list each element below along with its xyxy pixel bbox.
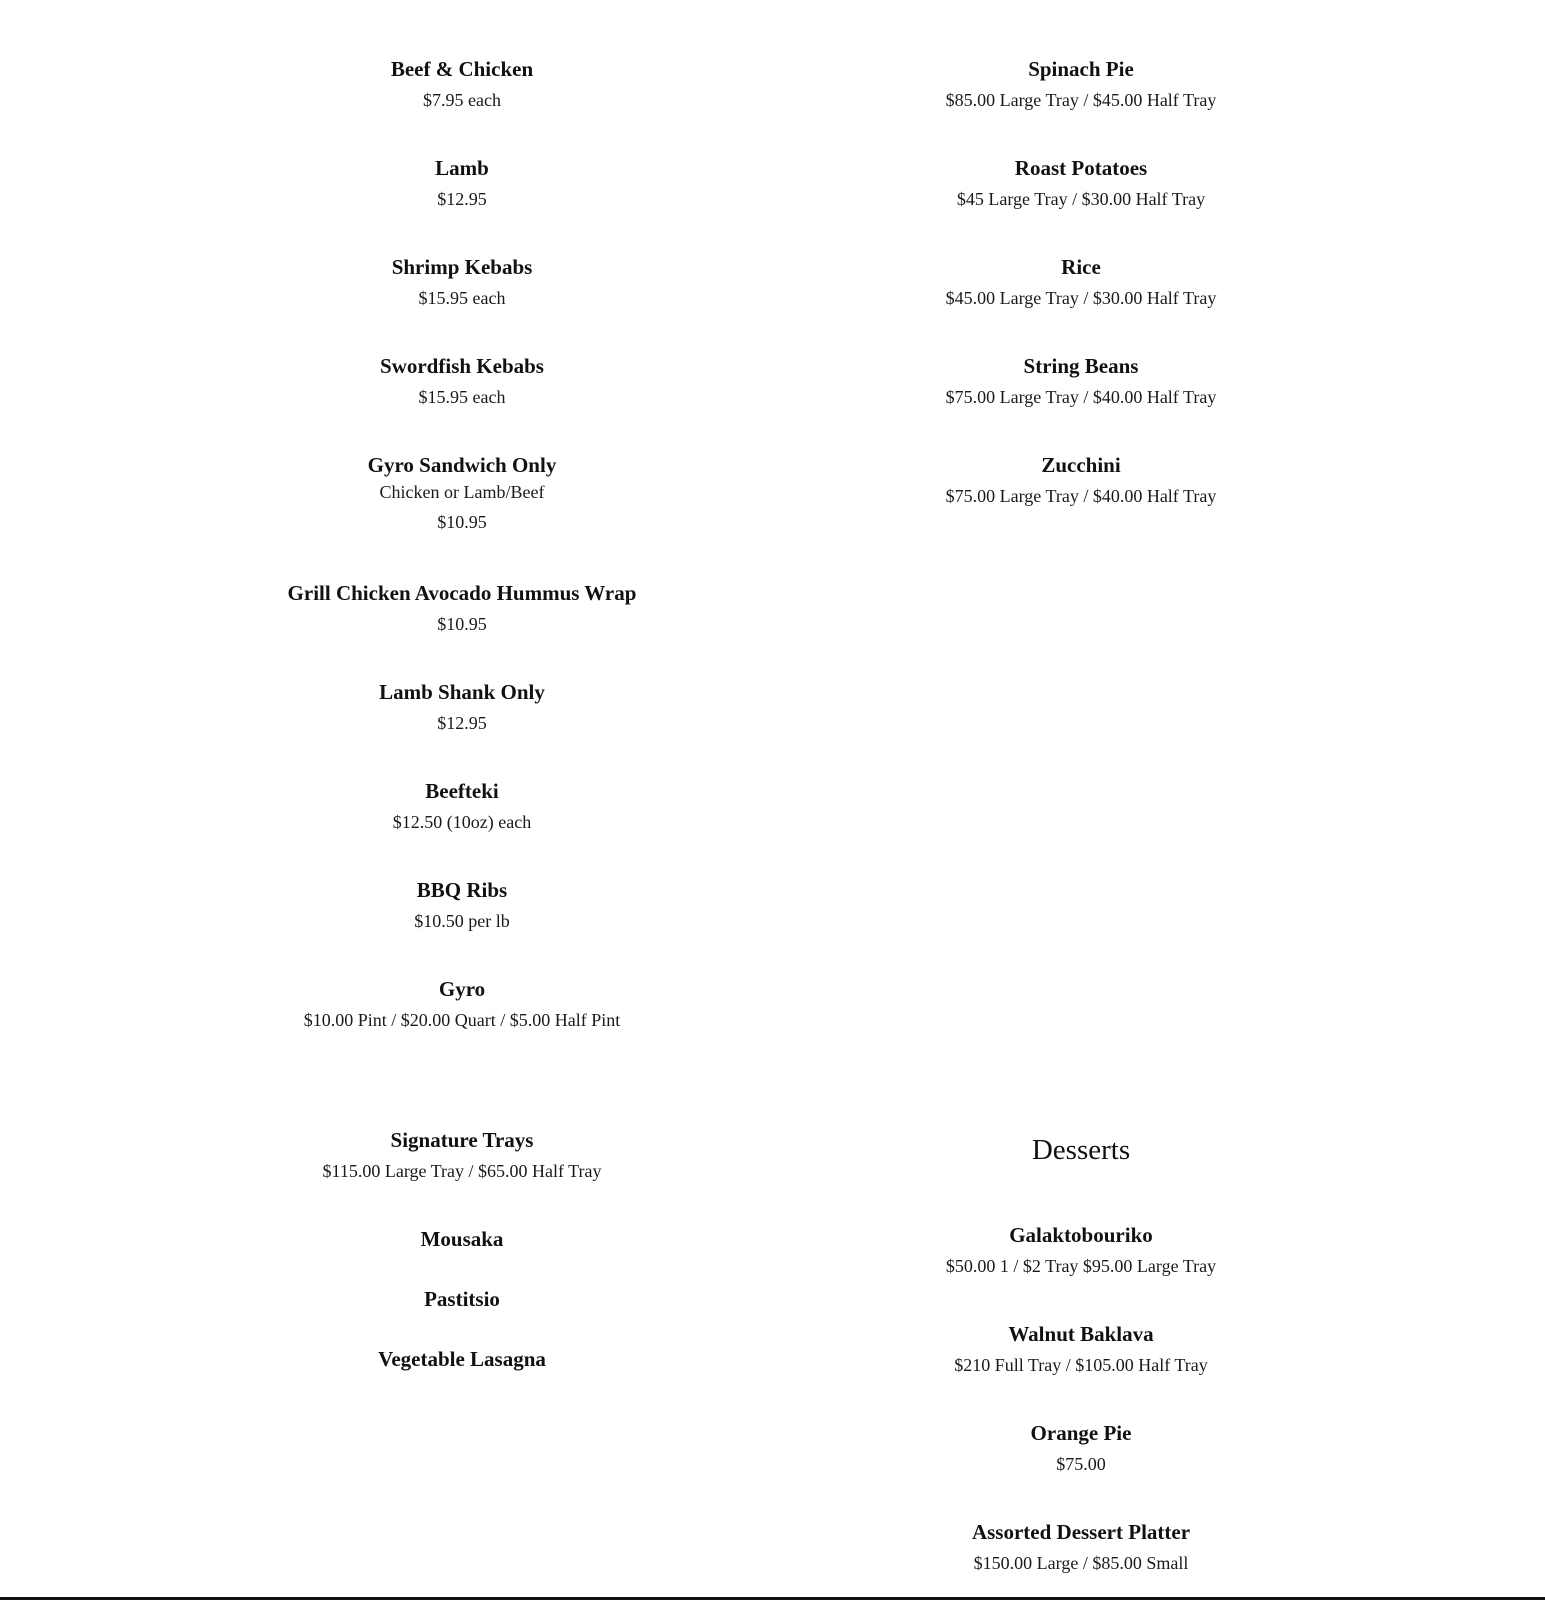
menu-item-name: Gyro Sandwich Only [367,453,557,477]
menu-item-name: Gyro [438,977,486,1001]
menu-item [112,580,812,636]
menu-item-price: $7.95 each [423,90,501,110]
menu-item [112,452,812,534]
menu-item-description: Chicken or Lamb/Beef [379,482,545,502]
menu-item-price: $45 Large Tray / $30.00 Half Tray [956,189,1206,209]
menu-item-price: $150.00 Large / $85.00 Small [973,1553,1189,1573]
menu-item [112,778,812,834]
menu-item [112,56,812,112]
menu-item-name: Rice [1061,255,1101,279]
menu-item-name: Lamb Shank Only [379,680,545,704]
menu-item-price: $85.00 Large Tray / $45.00 Half Tray [945,90,1217,110]
menu-item-name: Vegetable Lasagna [378,1347,546,1371]
menu-item-name: Mousaka [420,1227,504,1251]
menu-item-price: $15.95 each [418,288,506,308]
menu-item-name: Orange Pie [1030,1421,1132,1445]
menu-item-price: $210 Full Tray / $105.00 Half Tray [954,1355,1208,1375]
menu-item-price: $10.00 Pint / $20.00 Quart / $5.00 Half Pint [303,1010,621,1030]
menu-item-name: Zucchini [1041,453,1121,477]
menu-item-price: $10.50 per lb [414,911,510,931]
menu-item-name: Beef & Chicken [390,57,534,81]
menu-item-name: String Beans [1023,354,1139,378]
menu-item-price: $75.00 Large Tray / $40.00 Half Tray [945,486,1217,506]
menu-item-name: Spinach Pie [1028,57,1134,81]
menu-item-price: $10.95 [437,512,487,532]
menu-item-name: Lamb [435,156,489,180]
menu-item-price: $15.95 each [418,387,506,407]
menu-item [731,155,1431,211]
menu-item [112,976,812,1032]
menu-item [112,1127,812,1183]
menu-item [731,1321,1431,1377]
menu-item [731,1420,1431,1476]
menu-item-price: $75.00 Large Tray / $40.00 Half Tray [945,387,1217,407]
menu-item [731,254,1431,310]
menu-item [112,679,812,735]
menu-item [112,1226,812,1252]
menu-item-name: Shrimp Kebabs [391,255,533,279]
menu-item-name: Signature Trays [390,1128,534,1152]
menu-item [112,353,812,409]
menu-item-price: $45.00 Large Tray / $30.00 Half Tray [945,288,1217,308]
menu-item [731,56,1431,112]
menu-item [112,1286,812,1312]
menu-item-name: Pastitsio [424,1287,500,1311]
menu-item-name: Swordfish Kebabs [380,354,544,378]
menu-item [731,353,1431,409]
menu-item-price: $10.95 [437,614,487,634]
menu-item [731,1222,1431,1278]
menu-item-price: $12.95 [437,713,487,733]
menu-item [731,452,1431,508]
menu-item [731,1519,1431,1575]
menu-item-price: $115.00 Large Tray / $65.00 Half Tray [322,1161,602,1181]
menu-item-price: $12.50 (10oz) each [392,812,532,832]
menu-item-name: Roast Potatoes [1014,156,1148,180]
menu-item [112,877,812,933]
menu-item [112,254,812,310]
menu-item-name: BBQ Ribs [416,878,508,902]
menu-item-price: $12.95 [437,189,487,209]
menu-item [112,155,812,211]
menu-item-name: Galaktobouriko [1009,1223,1153,1247]
menu-item-name: Grill Chicken Avocado Hummus Wrap [287,581,637,605]
desserts-heading: Desserts [1031,1134,1131,1166]
menu-item-name: Beefteki [425,779,499,803]
menu-item-price: $75.00 [1056,1454,1106,1474]
menu-item-name: Walnut Baklava [1008,1322,1154,1346]
menu-item-name: Assorted Dessert Platter [971,1520,1191,1544]
menu-item [112,1346,812,1372]
menu-item-price: $50.00 1 / $2 Tray $95.00 Large Tray [945,1256,1217,1276]
